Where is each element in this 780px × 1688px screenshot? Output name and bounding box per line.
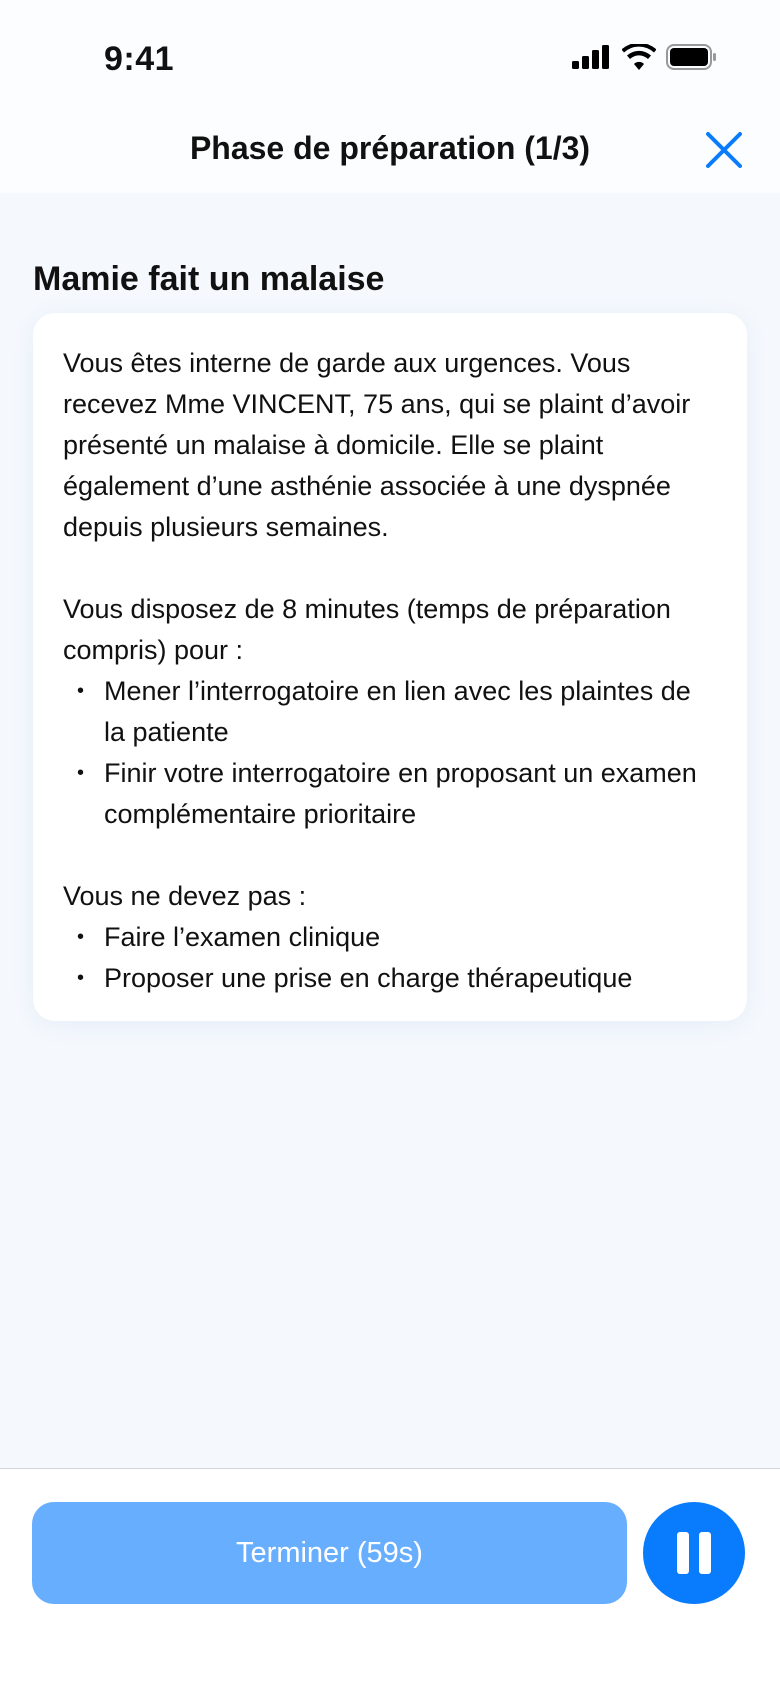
signal-icon [572, 45, 612, 69]
pause-icon [699, 1532, 711, 1574]
top-bar [0, 0, 780, 193]
status-time: 9:41 [104, 40, 175, 78]
battery-icon [666, 44, 718, 70]
finish-button[interactable]: Terminer (59s) [32, 1502, 627, 1604]
donts-list [63, 917, 717, 999]
tasks-intro: Vous disposez de 8 minutes (temps de préparation compris) pour : [63, 594, 671, 665]
page-title: Phase de préparation (1/3) [189, 130, 591, 166]
wifi-icon [622, 44, 656, 70]
scenario-intro: Vous êtes interne de garde aux urgences. Vous recevez Mme VINCENT, 75 ans, qui se plaint d’avoir présenté un malaise à domicile. Elle se plaint également d’une asthénie associée à une dyspnée depuis plusieurs semaines. [63, 348, 691, 542]
pause-button[interactable] [643, 1502, 745, 1604]
scenario-title: Mamie fait un malaise [33, 260, 385, 298]
list-item: • Proposer une prise en charge thérapeutique [63, 958, 717, 999]
status-icons [572, 44, 718, 70]
pause-icon [677, 1532, 689, 1574]
close-icon[interactable] [704, 130, 744, 170]
list-item: • Mener l’interrogatoire en lien avec les plaintes de la patiente [63, 671, 717, 753]
scenario-card [33, 313, 747, 1021]
list-item: • Finir votre interrogatoire en proposant un examen complémentaire prioritaire [63, 753, 717, 835]
tasks-list [63, 671, 717, 835]
list-item: • Faire l’examen clinique [63, 917, 717, 958]
donts-intro: Vous ne devez pas : [63, 881, 307, 911]
